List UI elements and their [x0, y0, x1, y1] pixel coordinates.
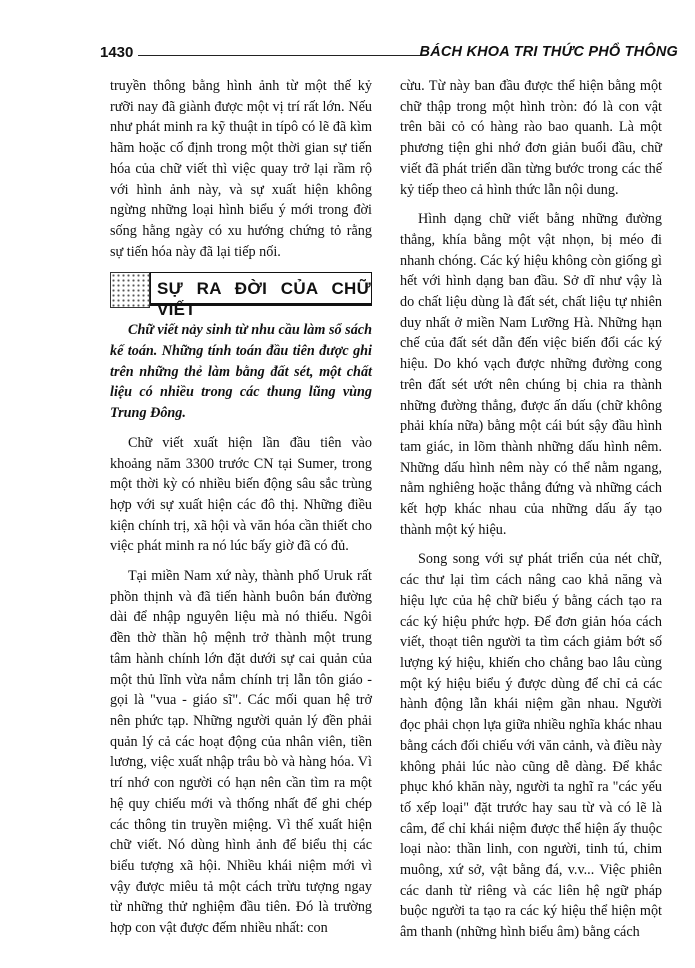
header-rule: [138, 55, 426, 56]
section-ornament-icon: [110, 272, 150, 308]
paragraph: Tại miền Nam xứ này, thành phố Uruk rất phồn thịnh và đã tiến hành buôn bán đường dài để nhập nguyên liệu mà nó thiếu. Ngôi đền thờ thần hộ mệnh trở thành một trung tâm hành chính lớn đặt dưới sự cai quản của một thủ lĩnh vừa nắm chính trị lẫn tôn giáo - gọi là "vua - giáo sĩ". Các mối quan hệ trở nên phức tạp. Những người quản lý đền phải quản lý cả các hoạt động của nhân viên, tiền lương, việc xuất nhập trâu bò và hàng hóa. Vì trí nhớ con người có hạn nên cần tìm ra một hệ quy chiếu mới và thống nhất để ghi chép các thông tin truyền miệng. Vì thế xuất hiện chữ viết. Nó dùng hình ảnh để biểu thị các biểu tượng xã hội. Nhiều khái niệm mới vì vậy được miêu tả một cách trừu tượng ngay từ những thử nghiệm đầu tiên. Đó là trường hợp con vật được đếm nhiều nhất: con: [110, 568, 372, 937]
page-number: 1430: [100, 44, 134, 61]
section-heading: [110, 272, 372, 320]
paragraph: Song song với sự phát triển của nét chữ, các thư lại tìm cách nâng cao khả năng và hiệu lực của hệ chữ biểu ý bằng cách tạo ra các ký hiệu phức hợp. Để đơn giản hóa cách viết, thoạt tiên người ta tìm cách giảm bớt số lượng ký hiệu, khiến cho chẳng bao lâu cùng một ký hiệu biểu ý được dùng để chỉ cả các hành động lẫn khái niệm gần nhau. Người đọc phải chọn lựa giữa nhiều nghĩa khác nhau bằng cách đối chiếu với văn cảnh, và điều này không phải lúc nào cũng dễ dàng. Để khắc phục khó khăn này, người ta nghĩ ra "các yếu tố xếp loại" đặt trước hay sau từ và có lẽ là câm, để chỉ khái niệm được thể hiện ấy thuộc loại nào: thần linh, con người, tinh tú, chim muông, xứ sở, vật bằng đá, v.v... Việc phiên các danh từ riêng và các liên hệ ngữ pháp buộc người ta tạo ra các ký hiệu thể hiện một âm thanh (những hình biểu âm) bằng cách: [400, 551, 662, 941]
section-lead: Chữ viết nảy sinh từ nhu cầu làm sổ sách kế toán. Những tính toán đầu tiên được ghi trên những thẻ làm bằng đất sét, một chất liệu có nhiều trong các thung lũng vùng Trung Đông.: [110, 322, 372, 422]
section-title: SỰ RA ĐỜI CỦA CHỮ VIẾT: [150, 272, 372, 306]
page-header: [100, 42, 678, 66]
left-column: [110, 76, 372, 939]
paragraph: cừu. Từ này ban đầu được thể hiện bằng một chữ thập trong một hình tròn: đó là con vật trên bãi cỏ có hàng rào bao quanh. Là một phương tiện ghi nhớ đơn giản buổi đầu, chữ viết đã phát triển dần từng bước trong các thế kỷ tiếp theo cả hình thức lẫn nội dung.: [400, 78, 662, 198]
right-column: [400, 76, 662, 943]
paragraph: Chữ viết xuất hiện lần đầu tiên vào khoảng năm 3300 trước CN tại Sumer, trong một thời kỳ có nhiều biến động sâu sắc trùng hợp với sự xuất hiện các đô thị. Những điều kiện chính trị, xã hội và văn hóa cần thiết cho việc phát minh ra nó lúc bấy giờ đã có đủ.: [110, 434, 372, 555]
paragraph: truyền thông bằng hình ảnh từ một thế kỷ rưỡi nay đã giành được một vị trí rất lớn. Nếu như phát minh ra kỹ thuật in típô có lẽ đã kìm hãm hoặc cố định trong một thời gian sự tiến hóa của chữ viết thì việc quay trở lại rầm rộ với hình ảnh này, và sự xuất hiện không ngừng những loại hình biểu ý mới trong đời sống hằng ngày có xu hướng chứng tỏ rằng sự tiến hóa này đã lại tiếp nối.: [110, 78, 372, 260]
book-title: BÁCH KHOA TRI THỨC PHỔ THÔNG: [419, 44, 678, 60]
paragraph: Hình dạng chữ viết bằng những đường thẳng, khía bằng một vật nhọn, bị méo đi nhanh chóng. Các ký hiệu không còn giống gì hết với hình dạng ban đầu. Sở dĩ như vậy là do chất liệu dùng là đất sét, chất liệu tự nhiên duy nhất ở miền Nam Lưỡng Hà. Những hạn chế của đất sét dẫn đến việc biến đổi các ký hiệu. Do khó vạch được những đường cong trên đất sét ướt nên chúng bị chia ra thành những đường thẳng, được ấn dấu (chữ không phải khía nữa) bằng một cái bút sậy đầu hình tam giác, in lõm thành những dấu hình nêm. Những dấu hình nêm này có thể nằm ngang, nằm nghiêng hoặc thẳng đứng và những cách kết hợp khác nhau của những dấu ấy tạo thành một ký hiệu.: [400, 211, 662, 538]
